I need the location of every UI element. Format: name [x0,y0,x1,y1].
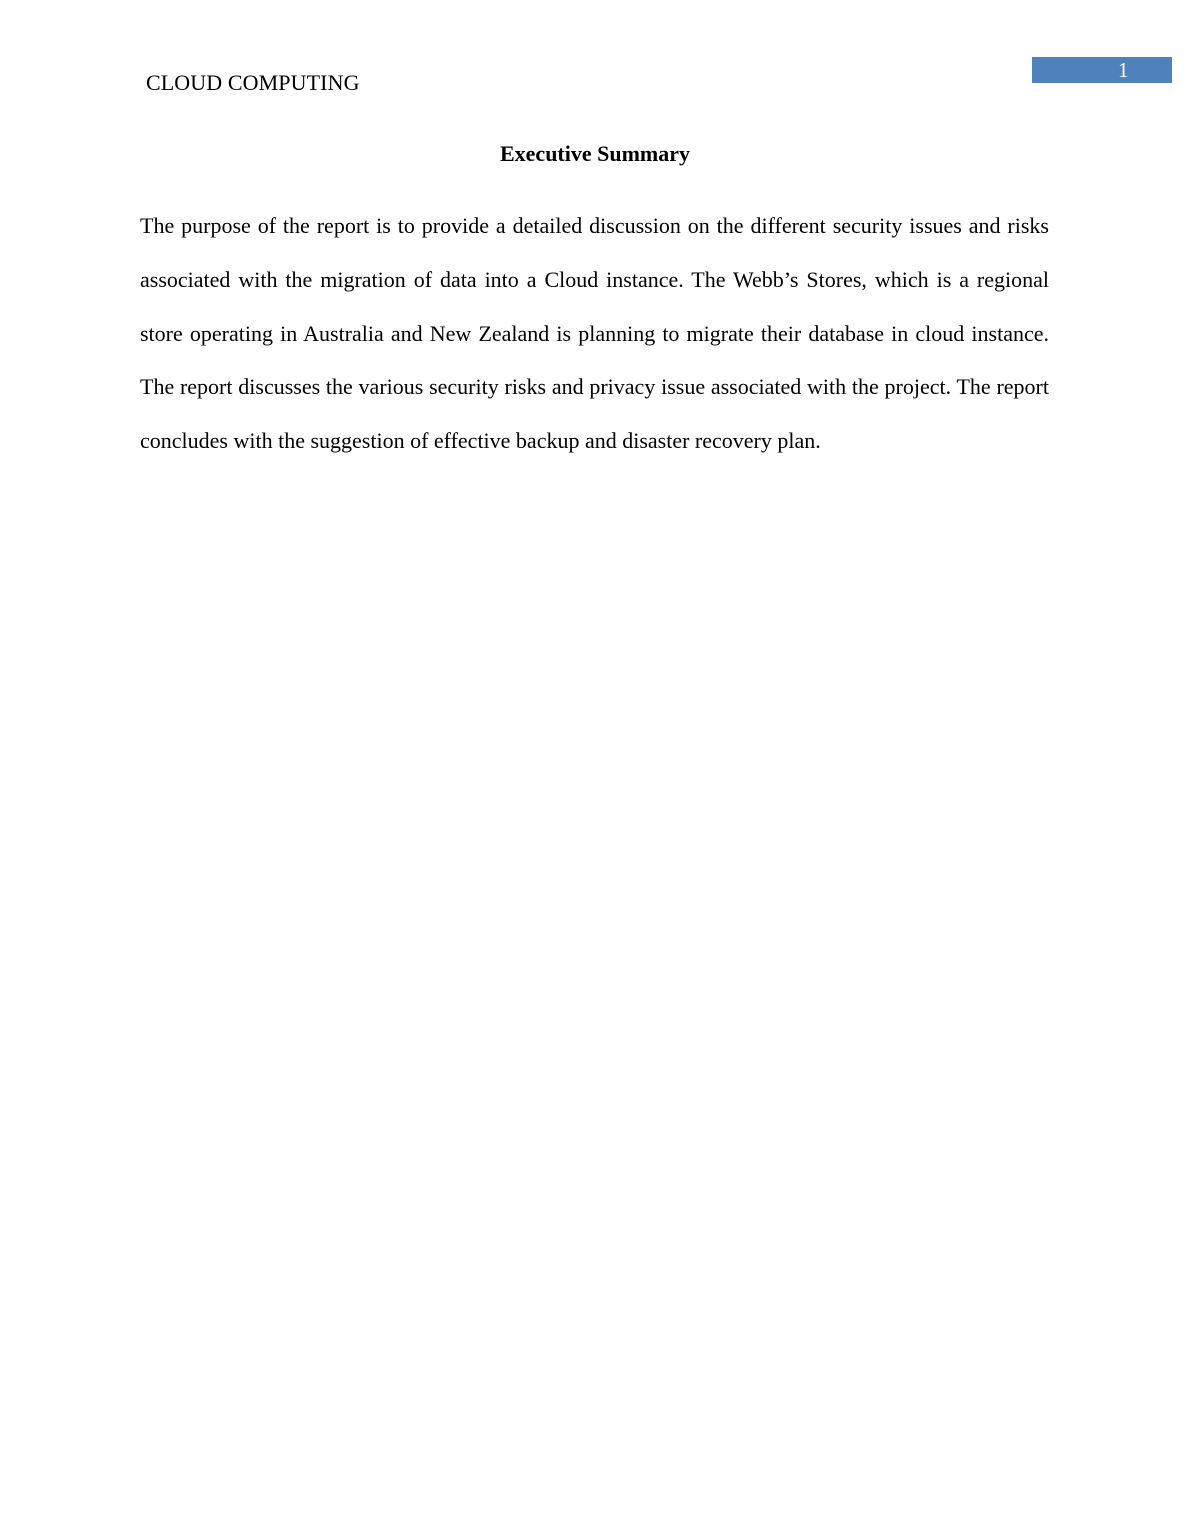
page-number: 1 [1118,58,1129,82]
page-number-badge [1032,57,1172,83]
body-paragraph: The purpose of the report is to provide a detailed discussion on the different security issues and risks associated with the migration of data into a Cloud instance. The Webb’s Stores, which is a regional store operating in Australia and New Zealand is planning to migrate their database in cloud instance. The report discusses the various security risks and privacy issue associated with the project. The report concludes with the suggestion of effective backup and disaster recovery plan. [140,213,1049,454]
section-heading: Executive Summary [499,141,691,166]
running-head: CLOUD COMPUTING [146,70,360,95]
